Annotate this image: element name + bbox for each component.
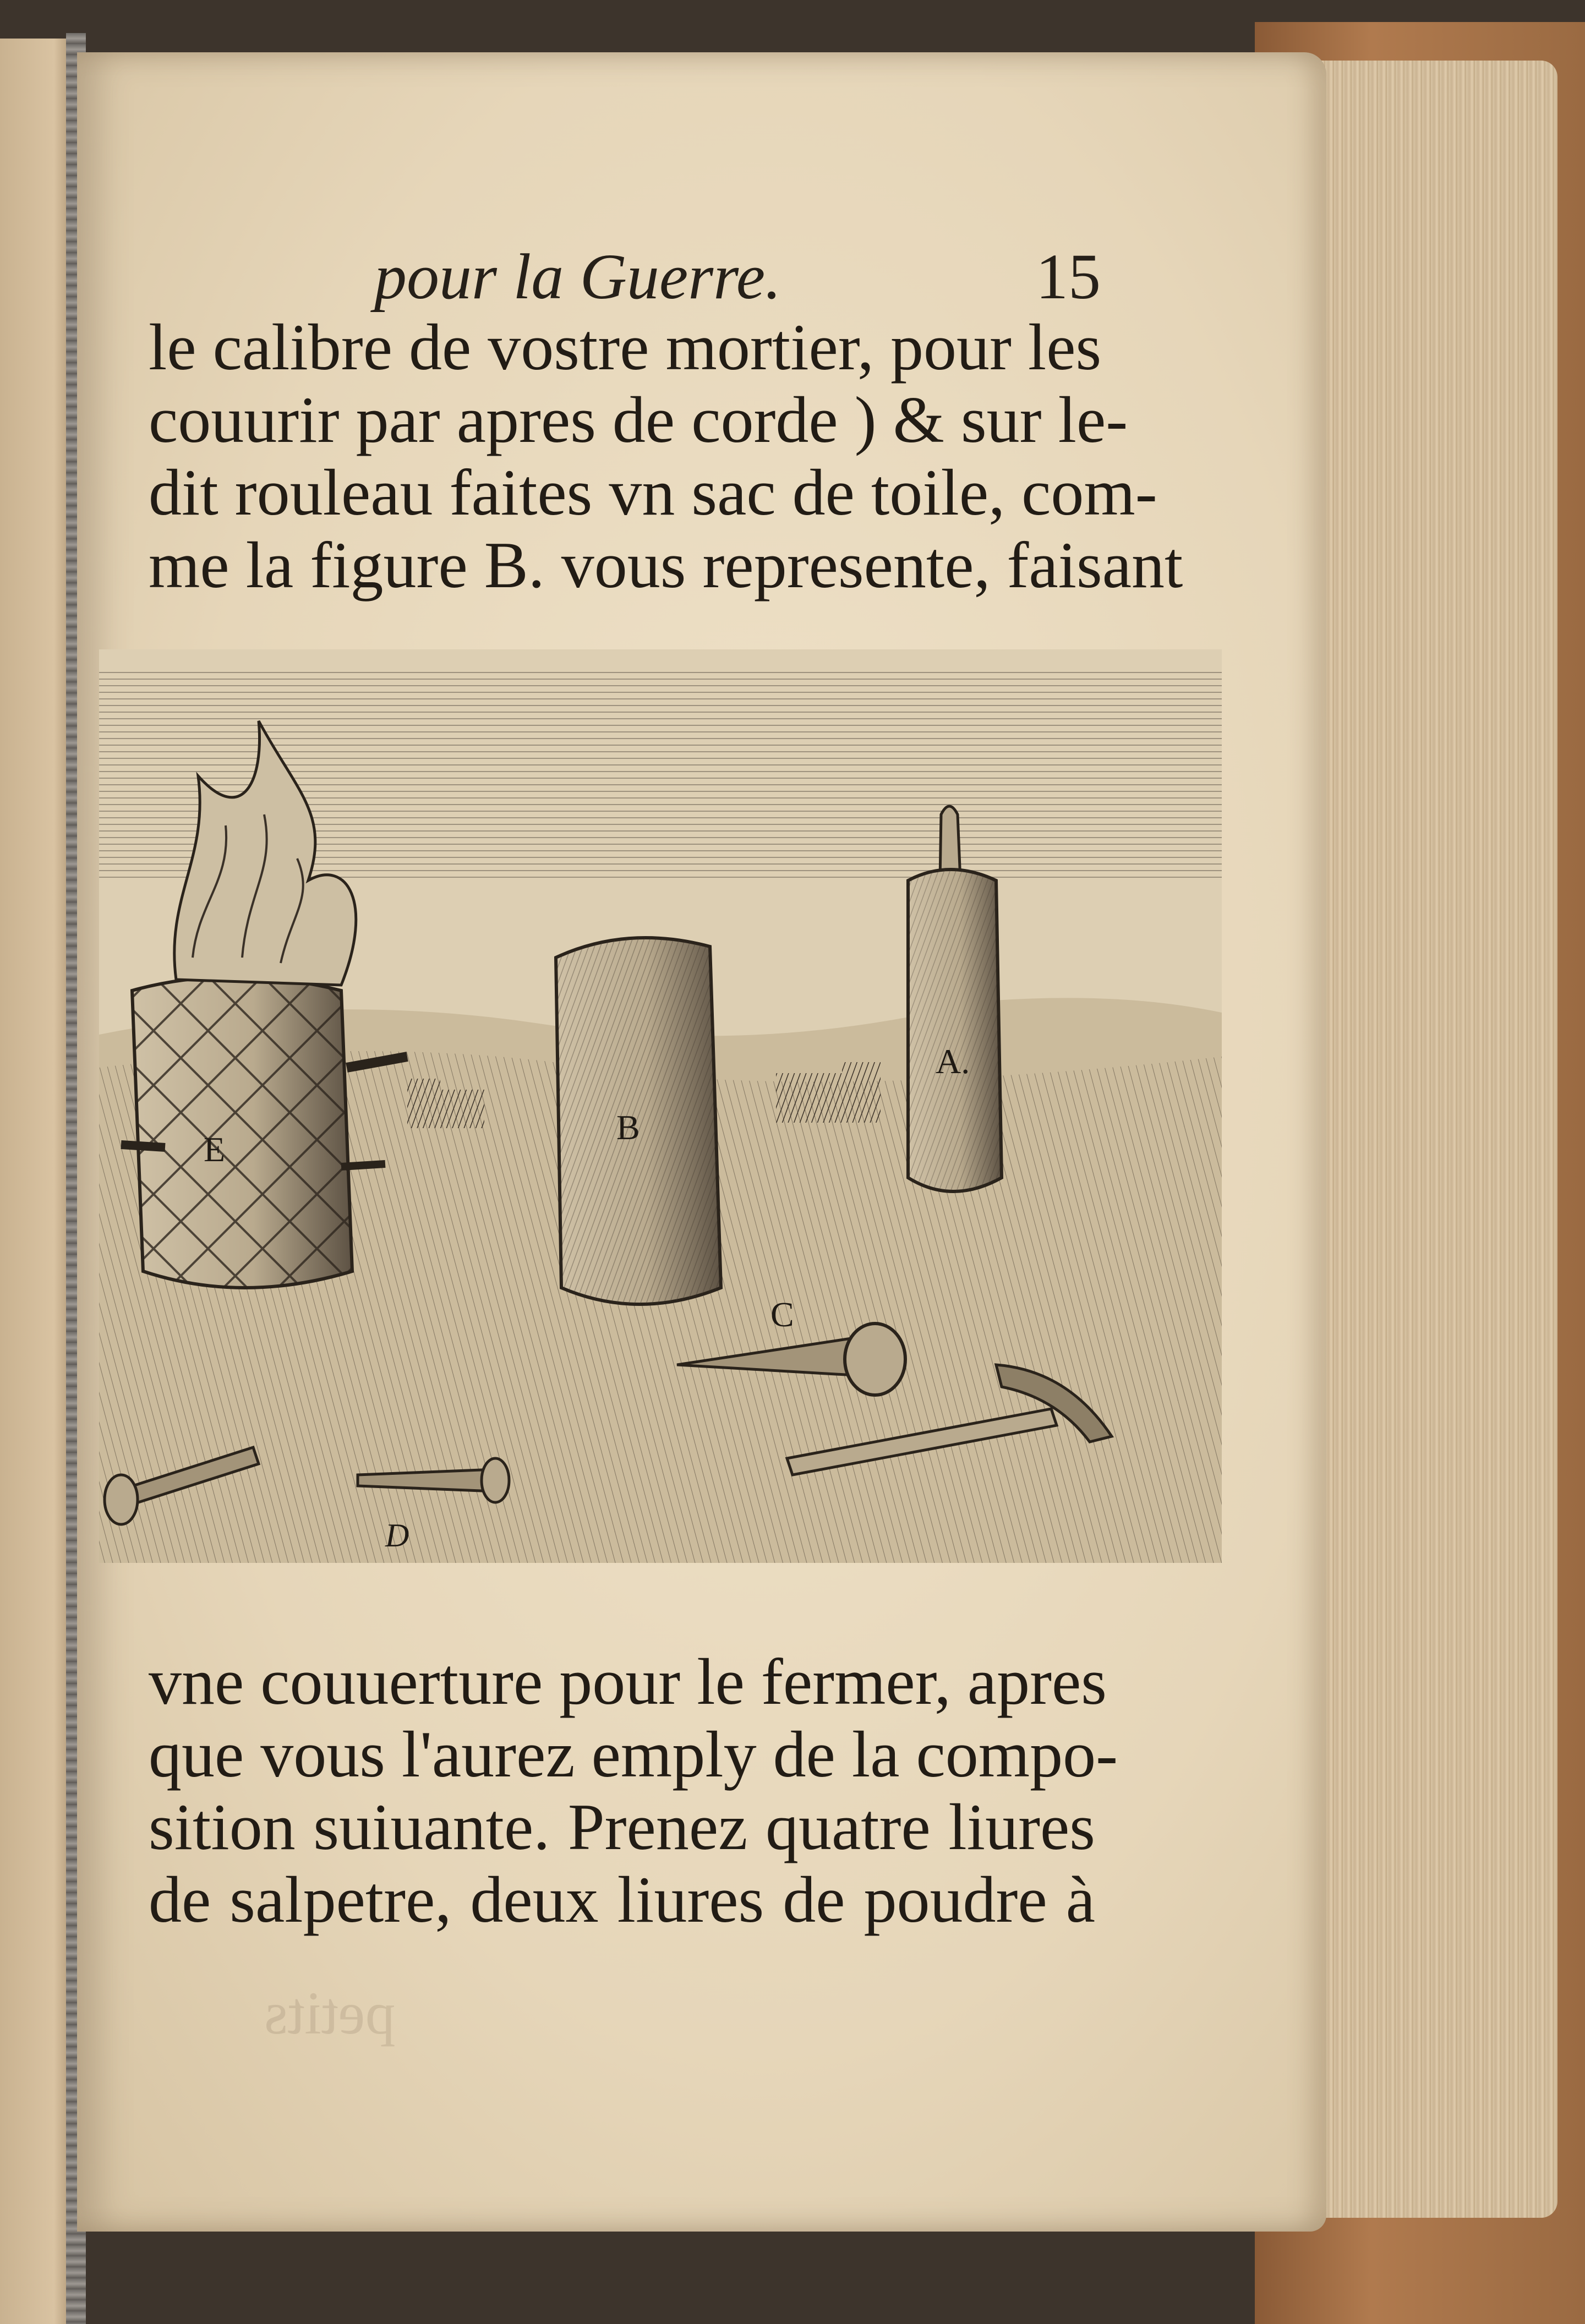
text-line: vne couuerture pour le fermer, apres — [149, 1645, 1107, 1718]
figure-label-a: A. — [936, 1042, 970, 1081]
figure-label-e: E — [204, 1130, 226, 1169]
text-line: de salpetre, deux liures de poudre à — [149, 1863, 1095, 1936]
cylinder-b — [556, 938, 721, 1304]
text-line: le calibre de vostre mortier, pour les — [149, 310, 1102, 384]
facing-page-edge — [0, 39, 77, 2324]
text-line: me la figure B. vous represente, faisant — [149, 528, 1183, 601]
text-line: dit rouleau faites vn sac de toile, com- — [149, 456, 1157, 529]
show-through-text: petits — [264, 1979, 396, 2047]
text-block-top — [149, 310, 1183, 601]
book-page — [77, 52, 1326, 2232]
running-head — [374, 239, 1101, 314]
page-edges — [1299, 61, 1557, 2218]
figure-label-d: D — [385, 1517, 409, 1554]
figure-label-b: B — [616, 1108, 640, 1147]
engraving-illustration — [99, 649, 1222, 1563]
running-head-title: pour la Guerre. — [374, 240, 781, 313]
figure-label-c: C — [770, 1295, 794, 1334]
text-line: couurir par apres de corde ) & sur le- — [149, 383, 1128, 456]
page-number: 15 — [1036, 240, 1101, 313]
text-block-bottom — [149, 1645, 1118, 1936]
text-line: que vous l'aurez emply de la compo- — [149, 1718, 1118, 1791]
text-line: sition suiuante. Prenez quatre liures — [149, 1790, 1095, 1863]
